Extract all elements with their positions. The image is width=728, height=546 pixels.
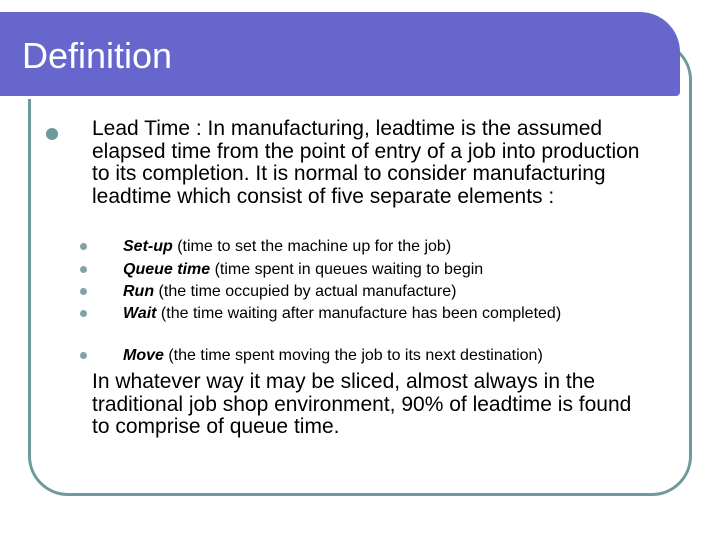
sub-bullet-icon — [80, 310, 87, 317]
element-term: Move — [123, 347, 164, 364]
element-term: Wait — [123, 305, 157, 322]
bullet-icon — [46, 128, 58, 140]
element-desc: (time spent in queues waiting to begin — [210, 261, 484, 278]
sub-bullet-icon — [80, 266, 87, 273]
closing-text: In whatever way it may be sliced, almost always in the traditional job shop environment, 90% of leadtime is found to comprise of queue time. — [92, 370, 632, 438]
element-term: Queue time — [123, 261, 211, 278]
element-desc: (the time waiting after manufacture has been completed) — [156, 305, 562, 322]
sub-bullet-icon — [80, 352, 87, 359]
slide-title: Definition — [22, 35, 173, 76]
element-term: Run — [123, 283, 155, 300]
sub-bullet-icon — [80, 243, 87, 250]
main-bullet-text: Lead Time : In manufacturing, leadtime is the assumed elapsed time from the point of entry of a job into production to its completion. It is normal to consider manufacturing leadtime which consist of five separate elements : — [92, 117, 640, 208]
element-desc: (time to set the machine up for the job) — [172, 238, 452, 255]
element-term: Set-up — [123, 238, 173, 255]
sub-bullet-icon — [80, 288, 87, 295]
element-desc: (the time spent moving the job to its next destination) — [163, 347, 543, 364]
element-desc: (the time occupied by actual manufacture) — [154, 283, 457, 300]
